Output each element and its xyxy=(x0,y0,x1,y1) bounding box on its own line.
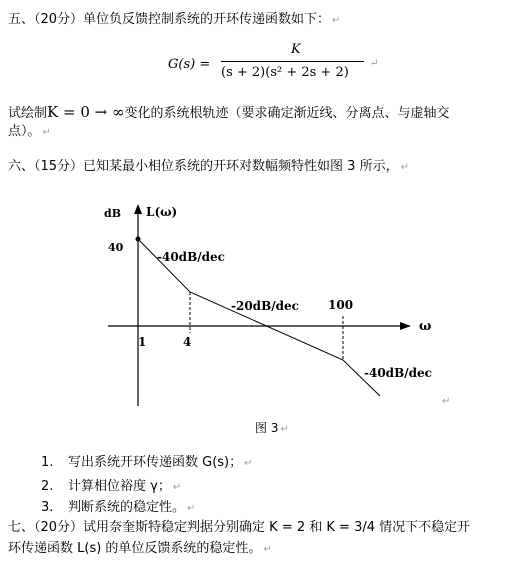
x-axis-arrow xyxy=(400,322,411,330)
freq-label-100: 100 xyxy=(328,298,354,312)
x-axis-label: ω xyxy=(419,319,432,334)
return-mark: ↵ xyxy=(442,396,451,407)
list-item-text: 写出系统开环传递函数 G(s)； xyxy=(68,455,243,470)
return-mark: ↵ xyxy=(172,482,182,493)
q6-list-item xyxy=(41,455,253,472)
freq-label-4: 4 xyxy=(183,335,192,349)
return-mark: ↵ xyxy=(370,58,379,69)
list-item-text: 判断系统的稳定性。 xyxy=(68,500,186,515)
slope-label-1: -40dB/dec xyxy=(157,250,225,264)
q7-line-1 xyxy=(8,520,470,536)
list-item-text: 计算相位裕度 γ； xyxy=(68,479,171,494)
q7-line-2 xyxy=(8,541,272,558)
return-mark: ↵ xyxy=(280,424,289,435)
y-axis-label: L(ω) xyxy=(146,205,178,219)
figure-return-mark xyxy=(440,393,450,410)
q5-instruction-end: 点）。 xyxy=(8,124,41,139)
return-mark: ↵ xyxy=(332,15,341,26)
q5-header xyxy=(8,12,340,29)
freq-label-1: 1 xyxy=(138,335,147,349)
fraction-bar xyxy=(221,61,364,62)
q6-list-item xyxy=(41,479,181,496)
figure-caption-text: 图 3 xyxy=(255,421,279,435)
list-item-number: 2. xyxy=(41,479,54,494)
bode-magnitude-figure xyxy=(0,190,523,420)
q5-instruction-line-1 xyxy=(8,104,450,122)
slope-label-2: -20dB/dec xyxy=(231,299,299,313)
start-point xyxy=(136,237,141,242)
list-item-number: 1. xyxy=(41,455,54,470)
q6-header xyxy=(8,159,409,176)
q6-header-text: 六、（15分）已知某最小相位系统的开环对数幅频特性如图 3 所示， xyxy=(8,159,399,174)
return-mark: ↵ xyxy=(263,544,272,555)
q5-instruction-math: K = 0 → ∞ xyxy=(47,103,125,121)
q5-instruction-pre: 试绘制 xyxy=(8,106,48,121)
figure-caption xyxy=(255,419,289,436)
return-mark: ↵ xyxy=(244,458,253,469)
q7-text-2: 环传递函数 L(s) 的单位反馈系统的稳定性。 xyxy=(8,541,262,556)
transfer-function-equation xyxy=(160,42,400,92)
y-axis-arrow xyxy=(134,204,142,214)
equation-numerator: K xyxy=(291,42,301,57)
q5-instruction-post: 变化的系统根轨迹（要求确定渐近线、分离点、与虚轴交 xyxy=(124,106,450,121)
return-mark: ↵ xyxy=(400,162,409,173)
slope-label-3: -40dB/dec xyxy=(364,366,432,380)
q5-instruction-line-2 xyxy=(8,124,51,141)
q5-header-text: 五、（20分）单位负反馈控制系统的开环传递函数如下： xyxy=(8,12,331,27)
return-mark: ↵ xyxy=(42,127,51,138)
q6-list-item xyxy=(41,500,195,517)
equation-denominator: (s + 2)(s² + 2s + 2) xyxy=(221,65,349,80)
return-mark: ↵ xyxy=(187,503,196,514)
equation-lhs: G(s) = xyxy=(168,57,211,72)
list-item-number: 3. xyxy=(41,500,54,515)
q7-text-1: 七、（20分）试用奈奎斯特稳定判据分别确定 K = 2 和 K = 3/4 情况下不稳定开 xyxy=(8,520,471,535)
y-unit-label: dB xyxy=(104,207,121,220)
y-value-label: 40 xyxy=(108,241,124,254)
